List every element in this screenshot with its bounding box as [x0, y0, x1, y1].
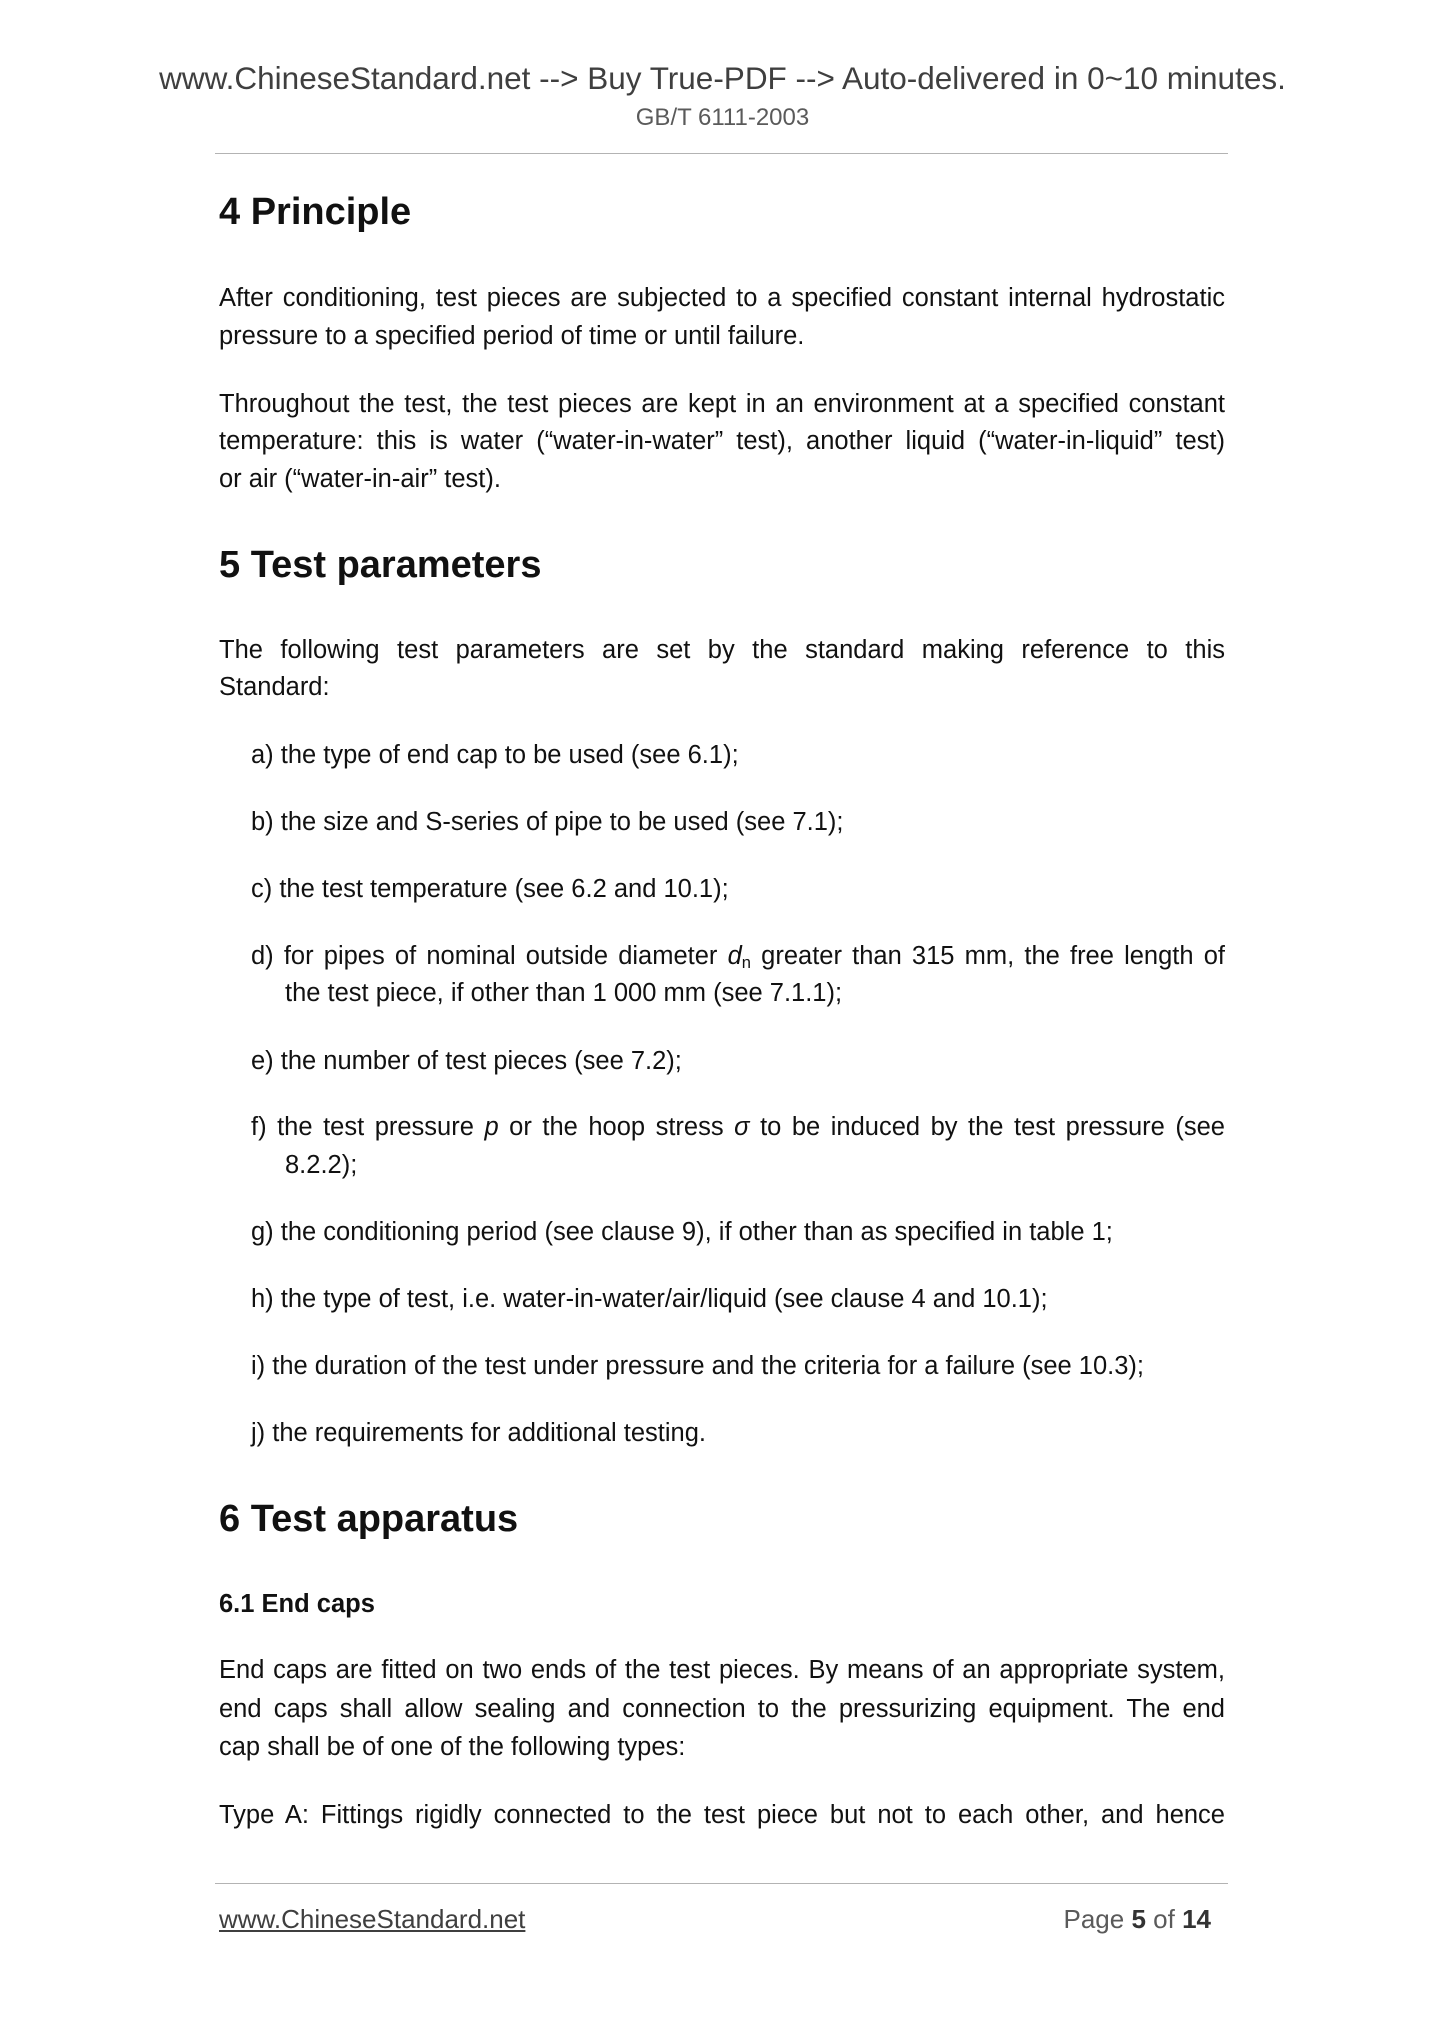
document-code: GB/T 6111-2003	[635, 104, 810, 131]
section-heading-principle: 4 Principle	[219, 191, 412, 233]
list-item-a: a) the type of end cap to be used (see 6.1);	[251, 741, 739, 769]
page-number: 5	[1131, 1904, 1146, 1934]
list-item-h: h) the type of test, i.e. water-in-water/air/liquid (see clause 4 and 10.1);	[251, 1285, 1048, 1313]
list-item-i: i) the duration of the test under pressure and the criteria for a failure (see 10.3);	[251, 1352, 1144, 1380]
total-pages: 14	[1182, 1904, 1211, 1934]
list-item-d-continuation: the test piece, if other than 1 000 mm (see 7.1.1);	[285, 979, 843, 1007]
list-item-f	[251, 1108, 1225, 1146]
list-item-text: d) for pipes of nominal outside diameter	[251, 942, 718, 970]
paragraph-line: pressure to a specified period of time or until failure.	[219, 322, 805, 350]
paragraph-line: The following test parameters are set by the standard making reference to this	[219, 636, 1225, 664]
section-heading-test-parameters: 5 Test parameters	[219, 544, 542, 586]
paragraph-line: temperature: this is water (“water-in-water” test), another liquid (“water-in-liquid” test)	[219, 427, 1225, 455]
paragraph-line: cap shall be of one of the following types:	[219, 1733, 686, 1761]
list-item-c: c) the test temperature (see 6.2 and 10.1);	[251, 875, 729, 903]
page-indicator	[1063, 1902, 1211, 1936]
list-item-text: f) the test pressure	[251, 1113, 474, 1141]
paragraph-line: or air (“water-in-air” test).	[219, 465, 501, 493]
list-item-b: b) the size and S-series of pipe to be used (see 7.1);	[251, 808, 844, 836]
symbol-d: d	[727, 942, 742, 970]
footer-rule	[215, 1883, 1228, 1884]
paragraph-line: Standard:	[219, 673, 330, 701]
header-banner: www.ChineseStandard.net --> Buy True-PDF --> Auto-delivered in 0~10 minutes.	[159, 60, 1286, 96]
paragraph-line: Throughout the test, the test pieces are kept in an environment at a specified constant	[219, 390, 1225, 418]
list-item-j: j) the requirements for additional testing.	[251, 1419, 706, 1447]
of-label: of	[1153, 1904, 1175, 1934]
page-label: Page	[1063, 1904, 1125, 1934]
list-item-e: e) the number of test pieces (see 7.2);	[251, 1047, 682, 1075]
list-item-d	[251, 937, 1225, 975]
list-item-text: or the hoop stress	[509, 1113, 724, 1141]
subscript-n: n	[741, 953, 751, 973]
header-rule	[215, 153, 1228, 154]
section-heading-test-apparatus: 6 Test apparatus	[219, 1498, 519, 1540]
symbol-sigma: σ	[734, 1113, 750, 1141]
list-item-text: greater than 315 mm, the free length of	[761, 942, 1225, 970]
list-item-f-continuation: 8.2.2);	[285, 1151, 358, 1179]
list-item-g: g) the conditioning period (see clause 9), if other than as specified in table 1;	[251, 1218, 1113, 1246]
subsection-heading-end-caps: 6.1 End caps	[219, 1590, 375, 1618]
footer-site-link[interactable]: www.ChineseStandard.net	[219, 1904, 526, 1934]
paragraph-line: End caps are fitted on two ends of the test pieces. By means of an appropriate system,	[219, 1656, 1225, 1684]
paragraph-line: end caps shall allow sealing and connection to the pressurizing equipment. The end	[219, 1695, 1225, 1723]
symbol-p: p	[484, 1113, 499, 1141]
paragraph-line: After conditioning, test pieces are subjected to a specified constant internal hydrostatic	[219, 284, 1225, 312]
list-item-text: to be induced by the test pressure (see	[760, 1113, 1225, 1141]
type-a-line: Type A: Fittings rigidly connected to the test piece but not to each other, and hence	[219, 1801, 1225, 1829]
